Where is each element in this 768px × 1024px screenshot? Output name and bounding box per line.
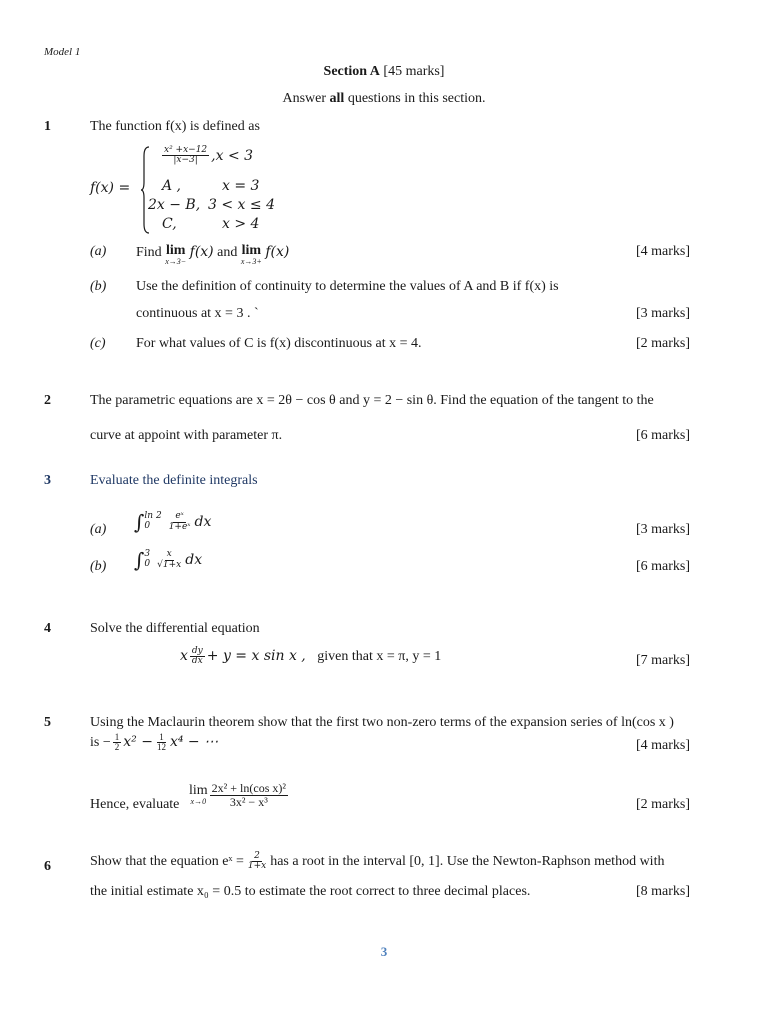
section-instruction: [0, 91, 768, 107]
q4-intro: Solve the differential equation: [90, 621, 260, 636]
instruction-post: questions in this section.: [347, 91, 486, 106]
curly-brace-icon: [140, 146, 150, 234]
q3b-lower: 0: [144, 559, 151, 569]
q5-series: [90, 733, 218, 753]
q5-marks-1: [4 marks]: [635, 738, 690, 753]
q3b-den: √1+x: [157, 559, 182, 570]
q5-lim-num: 2x² + ln(cos x)²: [211, 781, 286, 795]
q6-frac-den: 1+x: [247, 861, 267, 872]
q1a-lim1: lim: [165, 243, 186, 258]
q3a-lower: 0: [144, 521, 151, 531]
q5-f1-den: 2: [114, 742, 120, 753]
q1b-label: (b): [90, 279, 107, 294]
q1a-label: (a): [90, 244, 107, 259]
q3b-upper: 3: [144, 549, 151, 560]
q1-number: 1: [44, 119, 51, 134]
q4-dy: dy: [191, 646, 203, 656]
q5-f2-den: 12: [156, 742, 166, 753]
q6-number: 6: [44, 859, 51, 874]
q1-fx-label: f(x) =: [90, 180, 131, 196]
q3a-dx: dx: [194, 514, 212, 530]
q4-marks: [7 marks]: [635, 653, 690, 668]
q1-case-3-value: 2x − B,: [148, 197, 201, 213]
q5-tail: x⁴ − ⋯: [169, 734, 219, 751]
q3b-num: x: [166, 549, 172, 560]
q1-intro: The function f(x) is defined as: [90, 119, 260, 134]
case1-numerator: x² +x−12: [164, 145, 208, 155]
q5-is: is −: [90, 735, 111, 751]
q4-given: given that x = π, y = 1: [317, 649, 442, 665]
q5-lim: lim: [189, 783, 208, 799]
page-number: 3: [380, 944, 388, 959]
q5-lim-den: 3x² − x³: [229, 794, 268, 809]
q2-line1: The parametric equations are x = 2θ − cos θ and y = 2 − sin θ. Find the equation of the tangent to the: [90, 393, 654, 408]
q5-f2-num: 1: [159, 732, 164, 742]
q5-hence: Hence, evaluate: [90, 797, 180, 812]
q1-case-3-condition: 3 < x ≤ 4: [208, 197, 275, 213]
q1c-marks: [2 marks]: [635, 336, 690, 351]
q3a-marks: [3 marks]: [635, 522, 690, 537]
instruction-pre: Answer: [282, 91, 327, 106]
q4-x: x: [180, 648, 188, 665]
section-title-marks: [45 marks]: [383, 64, 445, 79]
q3b-integral: [134, 548, 202, 572]
q1-case-4-condition: x > 4: [222, 216, 260, 232]
q1a-f2: f(x): [265, 244, 290, 260]
integral-icon: ∫: [134, 510, 145, 534]
q5-limit: [189, 782, 290, 808]
q2-line2: curve at appoint with parameter π.: [90, 428, 283, 443]
q6-marks: [8 marks]: [635, 884, 690, 899]
q4-eq-rest: + y = x sin x ,: [206, 648, 306, 665]
q1a-find: Find: [136, 245, 162, 260]
q5-number: 5: [44, 715, 51, 730]
section-title: [0, 64, 768, 80]
q6-line1: [90, 852, 664, 872]
q6-line2: the initial estimate x₀ = 0.5 to estimate the root correct to three decimal places.: [90, 884, 531, 899]
q1c-label: (c): [90, 336, 106, 351]
q1b-line1: Use the definition of continuity to determine the values of A and B if f(x) is: [136, 279, 559, 294]
section-title-bold: Section A: [323, 64, 380, 79]
q4-dx: dx: [191, 656, 203, 667]
q5-line1: Using the Maclaurin theorem show that the first two non-zero terms of the expansion series of ln(cos x ): [90, 715, 674, 730]
q1a-f1: f(x): [189, 244, 214, 260]
instruction-bold: all: [329, 91, 345, 106]
q5-mid: x² −: [123, 734, 153, 751]
q3a-num: eˣ: [175, 511, 184, 522]
q5-f1-num: 1: [114, 732, 120, 742]
case1-denominator: |x−3|: [173, 155, 198, 166]
q1a-and: and: [217, 245, 238, 260]
q1a-lim2: lim: [241, 243, 262, 258]
q4-equation: [180, 647, 441, 667]
q5-lim-sub: x→0: [190, 797, 207, 807]
integral-icon: ∫: [134, 548, 145, 572]
q3a-integral: [134, 510, 211, 534]
q6-post: has a root in the interval [0, 1]. Use the Newton-Raphson method with: [270, 854, 665, 870]
q1c-text: For what values of C is f(x) discontinuous at x = 4.: [136, 336, 422, 351]
q3-number: 3: [44, 473, 51, 488]
q3a-upper: ln 2: [144, 511, 162, 522]
q3b-label: (b): [90, 559, 107, 574]
q1a-text: [136, 244, 289, 266]
q1-case-1: [160, 146, 253, 166]
q1-case-4-value: C,: [162, 216, 177, 232]
q3b-dx: dx: [185, 552, 203, 568]
q1a-lim1-sub: x→3−: [165, 257, 187, 266]
q4-number: 4: [44, 621, 51, 636]
q3b-marks: [6 marks]: [635, 559, 690, 574]
q2-marks: [6 marks]: [635, 428, 690, 443]
q1a-lim2-sub: x→3+: [240, 257, 262, 266]
case1-condition: ,x < 3: [211, 147, 254, 164]
q2-number: 2: [44, 393, 51, 408]
q3a-den: 1+eˣ: [168, 521, 191, 532]
q1b-marks: [3 marks]: [635, 306, 690, 321]
q1-case-2-value: A ,: [162, 178, 182, 194]
q3a-label: (a): [90, 522, 107, 537]
q3-intro: Evaluate the definite integrals: [90, 473, 258, 488]
q6-frac-num: 2: [254, 851, 260, 861]
q1b-line2: continuous at x = 3 . `: [136, 306, 259, 321]
q1a-marks: [4 marks]: [635, 244, 690, 259]
q1-case-2-condition: x = 3: [222, 178, 260, 194]
model-label: Model 1: [44, 46, 81, 58]
q5-marks-2: [2 marks]: [635, 797, 690, 812]
q6-pre: Show that the equation eˣ =: [90, 854, 244, 870]
